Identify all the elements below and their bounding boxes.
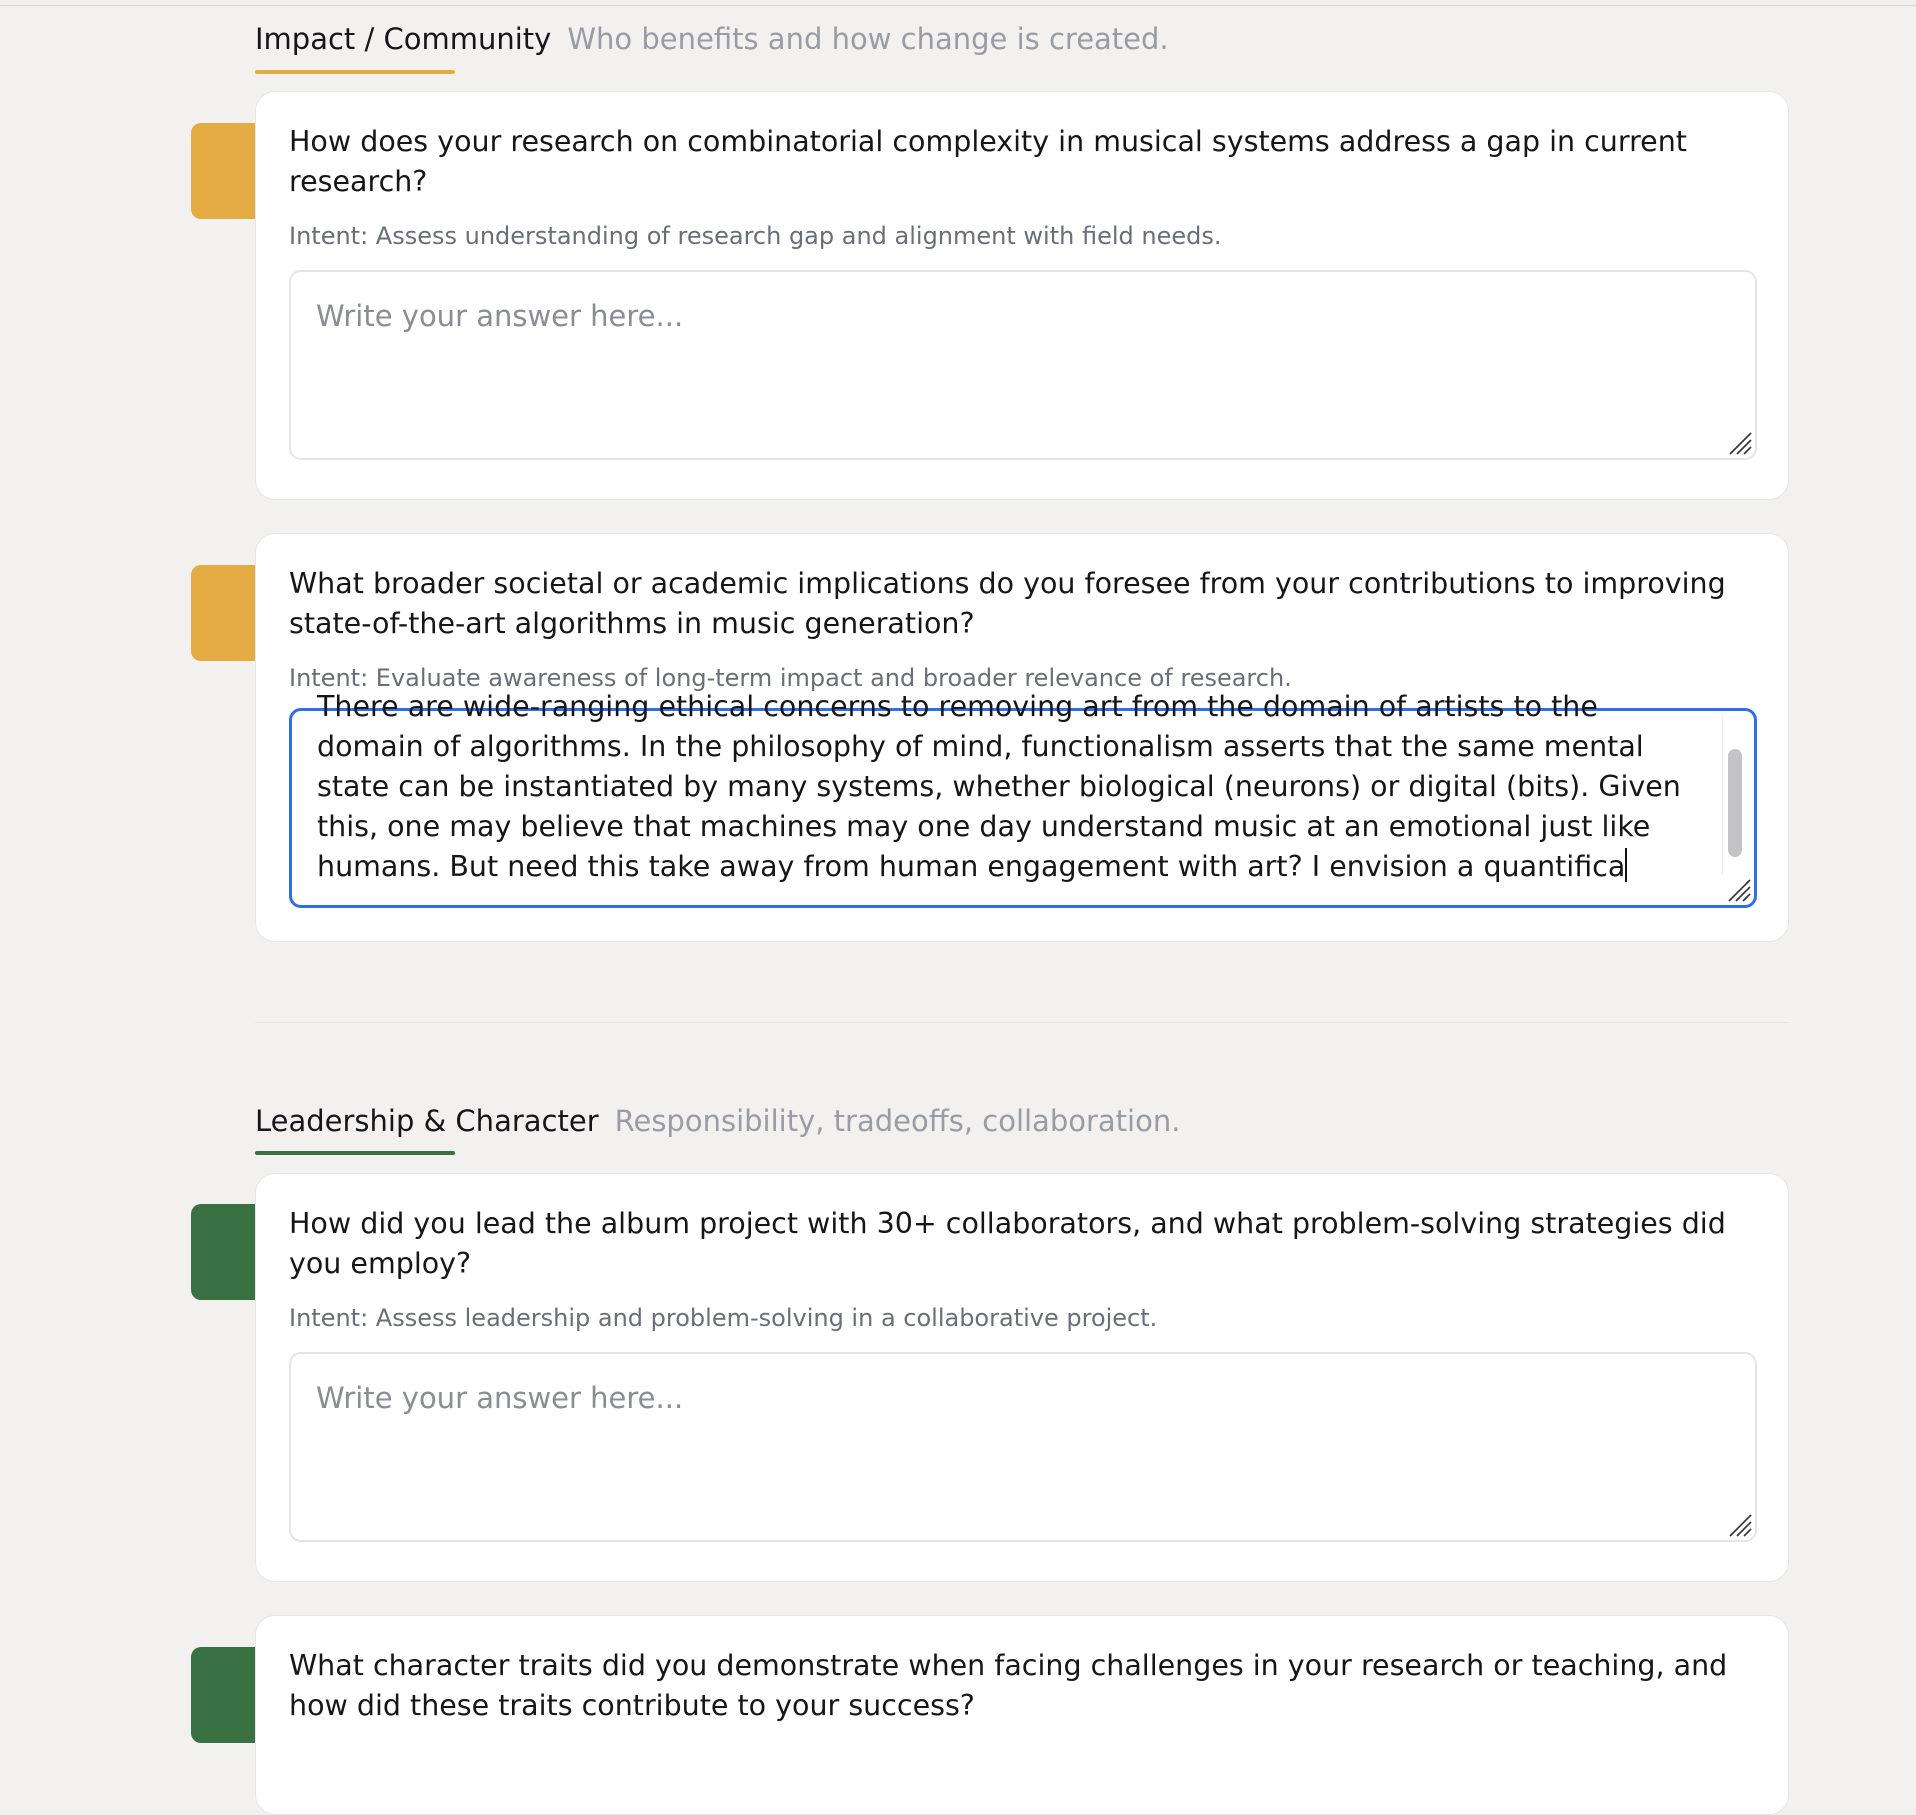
section-divider <box>255 1022 1789 1023</box>
text-caret <box>1625 848 1627 882</box>
question-intent: Intent: Assess leadership and problem-solving in a collaborative project. <box>289 1304 1158 1332</box>
answer-placeholder: Write your answer here... <box>316 1381 684 1415</box>
section-subtitle: Who benefits and how change is created. <box>567 22 1169 56</box>
resize-handle-icon[interactable] <box>1726 877 1752 903</box>
answer-textarea[interactable] <box>289 690 1757 908</box>
section-subtitle: Responsibility, tradeoffs, collaboration. <box>614 1104 1181 1138</box>
answer-textarea[interactable] <box>289 270 1757 460</box>
resize-handle-icon[interactable] <box>1727 1512 1753 1538</box>
question-marker <box>191 565 255 661</box>
question-text: How did you lead the album project with 30+ collaborators, and what problem-solving strategies did you employ? <box>289 1207 1726 1280</box>
question-card <box>255 91 1789 500</box>
section-underline <box>255 70 455 74</box>
question-text: What broader societal or academic implications do you foresee from your contributions to improving state-of-the-art algorithms in music generation? <box>289 567 1726 640</box>
section-header-impact <box>255 22 1169 66</box>
question-marker <box>191 123 255 219</box>
question-marker <box>191 1647 255 1743</box>
answer-textarea[interactable] <box>289 1352 1757 1542</box>
question-marker <box>191 1204 255 1300</box>
resize-handle-icon[interactable] <box>1727 430 1753 456</box>
question-text: How does your research on combinatorial complexity in musical systems address a gap in current research? <box>289 125 1687 198</box>
section-underline <box>255 1151 455 1155</box>
top-divider <box>0 5 1916 6</box>
section-title: Impact / Community <box>255 22 552 56</box>
question-card <box>255 533 1789 942</box>
question-intent: Intent: Assess understanding of research gap and alignment with field needs. <box>289 222 1222 250</box>
question-text: What character traits did you demonstrate when facing challenges in your research or teaching, and how did these traits contribute to your success? <box>289 1649 1728 1722</box>
scrollbar-thumb[interactable] <box>1728 749 1742 857</box>
answer-placeholder: Write your answer here... <box>316 299 684 333</box>
question-card <box>255 1615 1789 1815</box>
question-card <box>255 1173 1789 1582</box>
question-intent: Intent: Evaluate awareness of long-term impact and broader relevance of research. <box>289 664 1292 692</box>
answer-text: There are wide-ranging ethical concerns to removing art from the domain of artists to the domain of algorithms. In the philosophy of mind, functionalism asserts that the same mental state can be instantiated by many systems, whether biological (neurons) or digital (bits). Given this, one may believe that machines may one day understand music at an emotional just like humans. But need this take away from human engagement with art? I envision a quantifica <box>317 690 1681 883</box>
scrollbar[interactable] <box>1722 715 1747 875</box>
section-header-leadership <box>255 1104 1180 1148</box>
section-title: Leadership & Character <box>255 1104 599 1138</box>
